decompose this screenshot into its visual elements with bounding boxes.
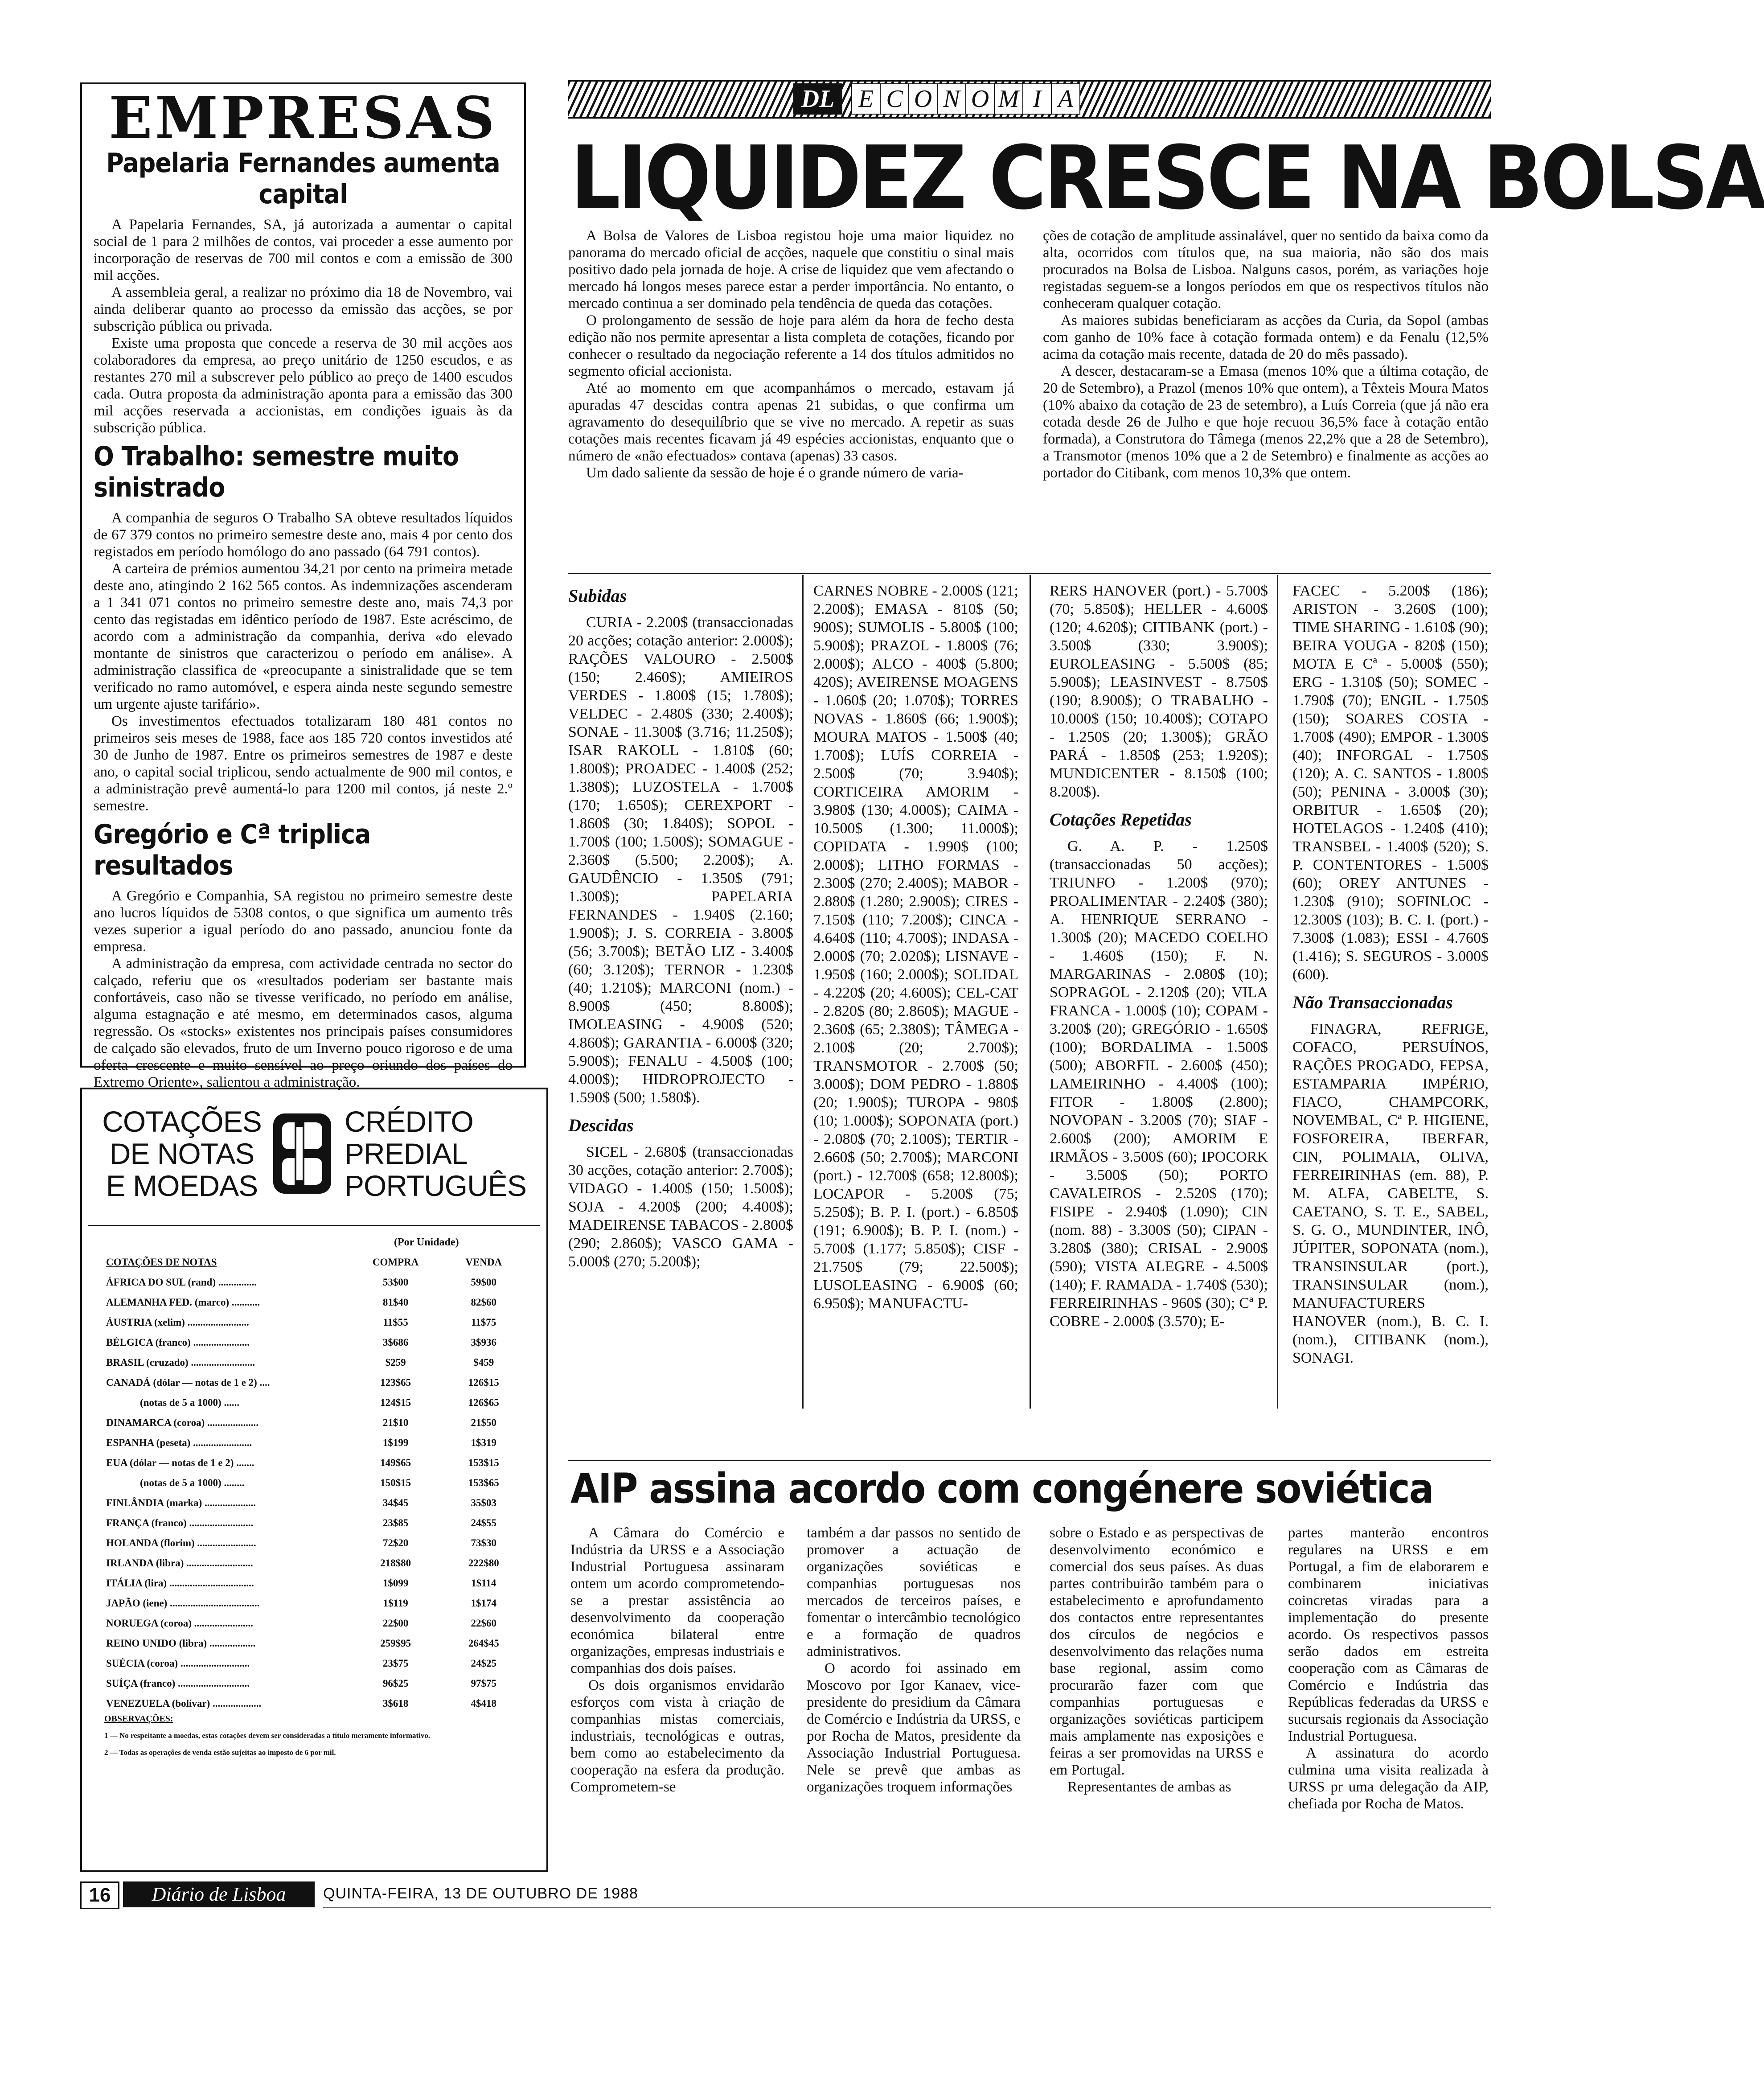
footer [80,1879,1491,1910]
rate-sell: 24$55 [471,1517,496,1528]
papelaria-p1: A Papelaria Fernandes, SA, já autorizada a aumentar o capital social de 1 para 2 milhões de contos, vai proceder a esse aumento por incorporação de reservas de 700 mil contos e com a emissão de 300 mil acções. [94,217,513,283]
rate-buy: 149$65 [380,1457,411,1468]
cotacoes-title-line2: DE NOTAS [109,1137,254,1170]
observacoes [104,1713,528,1758]
cotacoes-title-line3: E MOEDAS [106,1169,258,1202]
rate-sell: 1$319 [471,1437,496,1448]
economia-headline: LIQUIDEZ CRESCE NA BOLSA [570,127,1764,229]
nao-transaccionadas-list: FINAGRA, REFRIGE, COFACO, PERSUÍNOS, RAÇÕES PROGADO, FEPSA, ESTAMPARIA IMPÉRIO, FIACO, CHAMPCORK, NOVEMBAL, Cª P. HIGIENE, FOSFOREIRA, IBERFAR, CIN, POLIMAIA, OLIVA, FERREIRINHAS (em. 88), P. M. ALFA, CABELTE, S. CAETANO, S. T. E., SABEL, S. G. O., MUNDINTER, INÔ, JÚPITER, SOPONATA (nom.), TRANSINSULAR (port.), TRANSINSULAR (nom.), MANUFACTURERS HANOVER (nom.), B. C. I. (nom.), CITIBANK (nom.), SONAGI. [1292,1021,1489,1366]
aip-col-1 [570,1524,784,1795]
unit-note: (Por Unidade) [394,1236,459,1248]
rate-sell: 21$50 [471,1417,496,1428]
rule-2 [1030,575,1031,1409]
rate-currency: VENEZUELA (bolívar) ................... [106,1697,262,1709]
footer-rule [323,1907,1491,1908]
aip-col-2 [807,1524,1021,1795]
rate-sell: 24$25 [471,1657,496,1669]
aip-c2: também a dar passos no sentido de promover a actuação de organizações soviéticas e companhias portuguesas nos mercados de terceiros países, e fomentar o intercâmbio tecnológico e a formação de quadros administrativos. [807,1525,1021,1660]
rate-row [104,1292,528,1312]
aip-c4b: A assinatura do acordo culmina uma visita realizada à URSS pr uma delegação da AIP, chefiada por Rocha de Matos. [1288,1745,1489,1812]
rate-buy: 218$80 [380,1557,411,1569]
quotes-col-2 [813,582,1018,1313]
rates-header [104,1252,528,1272]
rate-sell: 1$174 [471,1597,496,1609]
rate-buy: 123$65 [380,1376,411,1388]
aip-col-3 [1050,1524,1264,1795]
rate-sell: 126$15 [468,1376,499,1388]
rate-sell: 59$00 [471,1276,496,1288]
rate-buy: 11$55 [383,1316,408,1328]
rate-currency: NORUEGA (coroa) ....................... [106,1617,253,1629]
rates-header-sell: VENDA [465,1256,502,1268]
rates-table [104,1252,528,1713]
cotacoes-banner [88,1096,540,1226]
rate-row [104,1352,528,1372]
subidas-heading: Subidas [568,586,627,606]
observacoes-head: OBSERVAÇÕES: [104,1714,173,1724]
rate-currency: SUÉCIA (coroa) ........................... [106,1657,250,1669]
credito-line1: CRÉDITO [345,1105,473,1138]
papelaria-headline: Papelaria Fernandes aumenta capital [106,148,500,210]
repetidas-heading: Cotações Repetidas [1050,809,1192,830]
rate-currency: DINAMARCA (coroa) .................... [106,1417,258,1428]
aip-c1: A Câmara do Comércio e Indústria da URSS e a Associação Industrial Portuguesa assinaram ontem um acordo comprometendo-se a prestar assistência ao desenvolvimento da cooperação económica bilateral entre organizações, empresas industriais e companhias dos dois países. [570,1525,784,1676]
rate-row [104,1272,528,1292]
rate-row [104,1573,528,1593]
rate-row [104,1453,528,1473]
economia-band [568,80,1491,119]
cotacoes-title-line1: COTAÇÕES [102,1105,262,1138]
quotes-col4-list-a: FACEC - 5.200$ (186); ARISTON - 3.260$ (100); TIME SHARING - 1.610$ (90); BEIRA VOUGA - 820$ (150); MOTA E Cª - 5.000$ (550); ERG - 1.310$ (50); SOMEC - 1.790$ (70); ENGIL - 1.750$ (150); SOARES COSTA - 1.700$ (490); EMPOR - 1.300$ (40); INFORGAL - 1.750$ (120); A. C. SANTOS - 1.800$ (50); PENINA - 3.000$ (30); ORBITUR - 1.650$ (20); HOTELAGOS - 1.240$ (410); TRANSBEL - 1.400$ (520); S. P. CONTENTORES - 1.500$ (60); OREY ANTUNES - 1.230$ (910); SOFINLOC - 12.300$ (103); B. C. I. (port.) - 7.300$ (1.083); ESSI - 4.760$ (1.416); S. SEGUROS - 3.000$ (600). [1292,583,1489,983]
economia-letter: M [994,83,1023,115]
rate-currency: (notas de 5 a 1000) ...... [140,1397,239,1408]
gregorio-p2: A administração da empresa, com actividade centrada no sector do calçado, referiu que os «resultados poderiam ser bastante mais confortáveis, caso não se tivesse verificado, no período em análise, alguma estagnação e até mesmo, em determinados casos, alguma regressão. Os «stocks» existentes nos principais países consumidores de calçado são elevados, fruto de um Inverno pouco rigoroso e de uma oferta crescente e muito sensível ao preço oriundo dos países do Extremo Oriente», salientou a administração. [94,956,513,1090]
credito-predial-logo-icon [269,1109,336,1198]
empresas-title: EMPRESAS [109,85,497,152]
economia-label [851,83,1079,115]
economia-letter: O [965,83,995,115]
rate-currency: SUÍÇA (franco) ............................ [106,1677,250,1689]
rate-buy: 22$00 [382,1617,409,1629]
rate-buy: 34$45 [382,1497,409,1508]
rate-currency: JAPÃO (iene) ................................... [106,1597,260,1609]
rate-sell: 3$936 [471,1336,496,1348]
rates-header-buy: COMPRA [372,1256,419,1268]
observacao-2: 2 — Todas as operações de venda estão sujeitas ao imposto de 6 por mil. [104,1748,336,1757]
rate-currency: BRASIL (cruzado) ......................... [106,1356,255,1368]
aip-top-rule [568,1460,1491,1461]
credito-line2: PREDIAL [345,1137,468,1170]
rate-row [104,1332,528,1352]
rate-buy: 53$00 [382,1276,409,1288]
gregorio-p1: A Gregório e Companhia, SA registou no primeiro semestre deste ano lucros líquidos de 5308 contos, o que significa um aumento três vezes superior a igual período do ano passado, anunciou fonte da empresa. [94,888,513,955]
rate-sell: 22$60 [471,1617,496,1629]
rate-currency: ITÁLIA (lira) ................................. [106,1577,254,1589]
rate-buy: 259$95 [380,1637,411,1649]
aip-c3b: Representantes de ambas as [1067,1779,1231,1795]
credito-predial-title [345,1105,532,1202]
rate-currency: EUA (dólar — notas de 1 e 2) ....... [106,1457,254,1468]
rate-sell: 4$418 [471,1697,496,1709]
rule-3 [1277,575,1278,1409]
trabalho-p2: A carteira de prémios aumentou 34,21 por cento na primeira metade deste ano, atingindo 2 162 565 contos. As indemnizações ascenderam a 1 341 071 contos no primeiro semestre deste ano, mais 74,3 por cento das registadas em idêntico período de 1987. Este acréscimo, de acordo com a administração da companhia, deriva «do elevado montante de sinistros que caracterizou o período em análise». A administração classifica de «preocupante a sinistralidade que se tem verificado no ramo automóvel, e espera ainda neste segundo semestre um urgente ajuste tarifário». [94,561,513,712]
rate-currency: FRANÇA (franco) ......................... [106,1517,254,1528]
aip-col-4 [1288,1524,1489,1812]
rate-currency: BÉLGICA (franco) ...................... [106,1336,250,1348]
trabalho-p3: Os investimentos efectuados totalizaram 180 481 contos no primeiros seis meses de 1988, face aos 185 720 contos investidos até 30 de Junho de 1987. Entre os primeiros semestres de 1987 e deste ano, o capital social triplicou, sendo actualmente de 900 mil contos, e a administração prevê aumentá-lo para 1200 mil contos, já neste 2.º semestre. [94,713,513,814]
quotes-col-1 [568,577,793,1271]
papelaria-p2: A assembleia geral, a realizar no próximo dia 18 de Novembro, vai ainda deliberar quanto ao processo da emissão das acções, se por subscrição pública ou privada. [94,284,513,334]
lead-left-p1: A Bolsa de Valores de Lisboa registou hoje uma maior liquidez no panorama do mercado oficial de acções, naquele que constitiu o sinal mais positivo dado pela jornada de hoje. A crise de liquidez que vem afectando o mercado há longos meses parece estar a perder importância. No entanto, o mercado continua a ser dominado pela tendência de queda das cotações. [568,228,1014,312]
trabalho-p1: A companhia de seguros O Trabalho SA obteve resultados líquidos de 67 379 contos no primeiro semestre deste ano, mais 4 por cento dos registados em período homólogo do ano passado (64 791 contos). [94,510,513,560]
rate-row [104,1372,528,1393]
papelaria-p3: Existe uma proposta que concede a reserva de 30 mil acções aos colaboradores da empresa, ao preço unitário de 1250 escudos, e as restantes 270 mil a subscrever pelo público ao preço de 1400 escudos cada. Outra proposta da administração aponta para a emissão das 300 mil acções reservada a accionistas, em condições iguais às da subscrição pública. [94,335,513,436]
cotacoes-box [80,1088,548,1872]
rate-row [104,1653,528,1673]
rate-row [104,1312,528,1332]
aip-c4: partes manterão encontros regulares na URSS e em Portugal, a fim de elaborarem e combinarem iniciativas coincretas viradas para a implementação do presente acordo. Os respectivos passos serão dados em estreita cooperação com as Câmaras de Comércio e Indústria das Repúblicas federadas da URSS e sucursais regionais da Associação Industrial Portuguesa. [1288,1525,1489,1744]
rate-currency: CANADÁ (dólar — notas de 1 e 2) .... [106,1376,270,1388]
rate-sell: 35$03 [471,1497,496,1508]
aip-c3: sobre o Estado e as perspectivas de desenvolvimento económico e comercial dos seus países. As duas partes contribuirão também para o estabelecimento e aprofundamento dos contactos entre representantes dos círculos de negócios e desenvolvimento das relações numa base regional, assim como procurarão fazer com que companhias portuguesas e organizações soviéticas participem mais amplamente nas exposições e feiras a ser promovidas na URSS e em Portugal. [1050,1525,1264,1778]
lead-right-p3: A descer, destacaram-se a Emasa (menos 10% que a última cotação, de 20 de Setembro), a Prazol (menos 10% que ontem), a Têxteis Moura Matos (10% abaixo da cotação de 23 de setembro), a Luís Correia (que já não era cotada desde 26 de Julho e que hoje recuou 36,5% face à cotação então formada), a Construtora do Tâmega (menos 22,2% que a 28 de Setembro), a Transmotor (menos 10% que a 2 de Setembro) e finalmente as acções ao portador do Citibank, com menos 10,3% que ontem. [1043,363,1489,481]
rate-currency: ÁFRICA DO SUL (rand) ............... [106,1276,257,1288]
rate-currency: IRLANDA (libra) .......................... [106,1557,253,1569]
rate-currency: ÁUSTRIA (xelim) ........................ [106,1316,249,1328]
rate-buy: 23$75 [382,1657,409,1669]
lead-right-p1: ções de cotação de amplitude assinalável, quer no sentido da baixa como da alta, ocorridos com títulos que, na sua maioria, não são dos mais procurados na Bolsa de Lisboa. Nalguns casos, porém, as variações hoje registadas seguem-se a longos períodos em que os respectivos títulos não conheceram qualquer cotação. [1043,228,1489,312]
rate-sell: 73$30 [471,1537,496,1549]
lead-left-p3: Até ao momento em que acompanhámos o mercado, estavam já apuradas 47 descidas contra apenas 21 subidas, o que confirma um agravamento do desequilíbrio que se vive no mercado. A repetir as suas cotações mais recentes ficavam já 49 espécies accionistas, enquanto que o número de «não efectuados» contava (apenas) 33 casos. [568,380,1014,464]
rate-buy: 1$199 [382,1437,409,1448]
rate-row [104,1693,528,1713]
rate-currency: ESPANHA (peseta) ....................... [106,1437,252,1448]
economia-letter: O [908,83,938,115]
newspaper-name: Diário de Lisboa [123,1881,315,1907]
rate-row [104,1553,528,1573]
rate-buy: 21$10 [382,1417,409,1428]
rate-sell: 1$114 [471,1577,496,1589]
rate-buy: 150$15 [380,1477,411,1488]
quotes-col-4 [1292,582,1489,1367]
descidas-heading: Descidas [568,1115,634,1135]
aip-c2b: O acordo foi assinado em Moscovo por Igor Kanaev, vice-presidente do presidium da Câmara de Comércio e Indústria da URSS, e por Rocha de Matos, presidente da Associação Industrial Portuguesa. Nele se prevê que ambas as organizações troquem informações [807,1660,1021,1795]
rate-buy: 124$15 [380,1397,411,1408]
aip-headline: AIP assina acordo com congénere soviética [570,1465,1433,1512]
gregorio-headline: Gregório e Cª triplica resultados [94,819,371,881]
rate-buy: 1$119 [383,1597,408,1609]
page-number: 16 [80,1881,119,1909]
economia-letter: E [851,83,881,115]
rate-sell: 222$80 [468,1557,499,1569]
rate-sell: $459 [473,1356,494,1368]
dl-logo: DL [793,83,842,115]
lead-right-p2: As maiores subidas beneficiaram as acções da Curia, da Sopol (ambas com ganho de 10% face à cotação formada ontem) e da Fenalu (12,5% acima da cotação mais recente, datada de 20 do mês passado). [1043,312,1489,362]
quotes-top-rule [568,573,1491,574]
lead-left-p4: Um dado saliente da sessão de hoje é o grande número de varia- [586,465,964,481]
rate-sell: 82$60 [471,1296,496,1308]
rate-row [104,1493,528,1513]
cotacoes-title [97,1105,267,1202]
economia-letter: I [1022,83,1052,115]
rate-currency: ALEMANHA FED. (marco) ........... [106,1296,260,1308]
quotes-col2-list: CARNES NOBRE - 2.000$ (121; 2.200$); EMASA - 810$ (50; 900$); SUMOLIS - 5.800$ (100; 5.900$); PRAZOL - 1.800$ (76; 2.000$); ALCO - 400$ (5.800; 420$); AVEIRENSE MOAGENS - 1.060$ (20; 1.070$); TORRES NOVAS - 1.860$ (66; 1.900$); MOURA MATOS - 1.500$ (40; 1.700$); LUÍS CORREIA - 2.500$ (70; 3.940$); CORTICEIRA AMORIM - 3.980$ (130; 4.000$); CAIMA - 10.500$ (1.300; 11.000$); COPIDATA - 1.990$ (100; 2.000$); LITHO FORMAS - 2.300$ (270; 2.400$); MABOR - 2.880$ (1.280; 2.900$); CIRES - 7.150$ (110; 7.200$); CINCA - 4.640$ (110; 4.700$); INDASA - 2.000$ (70; 2.020$); LISNAVE - 1.950$ (160; 2.000$); SOLIDAL - 4.220$ (20; 4.600$); CEL-CAT - 2.820$ (80; 2.860$); MAGUE - 2.360$ (65; 2.380$); TÂMEGA - 2.100$ (20; 2.700$); TRANSMOTOR - 2.700$ (50; 3.000$); DOM PEDRO - 1.880$ (20; 1.900$); TUROPA - 980$ (10; 1.000$); SOPONATA (port.) - 2.080$ (70; 2.100$); TERTIR - 2.660$ (50; 2.700$); MARCONI (port.) - 12.700$ (658; 12.800$); LOCAPOR - 5.200$ (75; 5.250$); B. P. I. (port.) - 6.850$ (191; 6.900$); B. P. I. (nom.) - 5.700$ (1.177; 5.850$); CISF - 21.750$ (79; 22.500$); LUSOLEASING - 6.900$ (60; 6.950$); MANUFACTU- [813,583,1018,1312]
credito-line3: PORTUGUÊS [345,1169,526,1202]
quotes-col3-list-a: RERS HANOVER (port.) - 5.700$ (70; 5.850$); HELLER - 4.600$ (120; 4.620$); CITIBANK (port.) - 3.500$ (330; 3.900$); EUROLEASING - 5.500$ (85; 5.900$); LEASINVEST - 8.750$ (190; 8.900$); O TRABALHO - 10.000$ (150; 10.400$); COTAPO - 1.250$ (20; 1.300$); GRÃO PARÁ - 1.850$ (253; 1.920$); MUNDICENTER - 8.150$ (100; 8.200$). [1050,583,1268,800]
rate-sell: 97$75 [471,1677,496,1689]
rate-buy: 1$099 [382,1577,409,1589]
rate-currency: REINO UNIDO (libra) .................. [106,1637,256,1649]
rate-row [104,1613,528,1633]
rate-row [104,1533,528,1553]
rate-currency: HOLANDA (florim) ....................... [106,1537,256,1549]
rate-sell: 264$45 [468,1637,499,1649]
rate-sell: 153$65 [468,1477,499,1488]
issue-date: QUINTA-FEIRA, 13 DE OUTUBRO DE 1988 [323,1885,638,1902]
quotes-col-3 [1050,582,1268,1331]
rate-row [104,1473,528,1493]
rate-row [104,1633,528,1653]
rate-buy: 23$85 [382,1517,409,1528]
rate-row [104,1393,528,1413]
economia-letter: C [880,83,909,115]
rate-row [104,1413,528,1433]
trabalho-headline: O Trabalho: semestre muito sinistrado [94,441,459,503]
lead-left-p2: O prolongamento de sessão de hoje para além da hora de fecho desta edição não nos permite apresentar a lista completa de cotações, ficando por conhecer o resultado da negociação referente a 14 dos títulos admitidos no segmento oficial accionista. [568,312,1014,379]
rate-row [104,1673,528,1693]
subidas-list: CURIA - 2.200$ (transaccionadas 20 acções; cotação anterior: 2.000$); RAÇÕES VALOURO - 2.500$ (150; 2.460$); AMIEIROS VERDES - 1.800$ (15; 1.780$); VELDEC - 2.480$ (330; 2.400$); SONAE - 11.300$ (3.716; 11.250$); ISAR RAKOLL - 1.810$ (60; 1.800$); PROADEC - 1.400$ (252; 1.380$); LUZOSTELA - 1.700$ (170; 1.650$); CEREXPORT - 1.860$ (30; 1.840$); SOPOL - 1.700$ (100; 1.500$); SOMAGUE - 2.360$ (5.500; 2.200$); A. GAUDÊNCIO - 1.350$ (791; 1.300$); PAPELARIA FERNANDES - 1.940$ (2.160; 1.900$); J. S. CORREIA - 3.800$ (56; 3.700$); BETÃO LIZ - 3.400$ (60; 3.120$); TERNOR - 1.230$ (40; 1.210$); MARCONI (nom.) - 8.900$ (450; 8.800$); IMOLEASING - 4.900$ (520; 4.860$); GARANTIA - 6.000$ (320; 5.900$); FENALU - 4.500$ (100; 4.000$); HIDROPROJECTO - 1.590$ (500; 1.580$). [568,614,793,1106]
nao-transaccionadas-heading: Não Transaccionadas [1292,992,1453,1012]
rate-currency: FINLÂNDIA (marka) .................... [106,1497,256,1508]
rate-sell: 126$65 [468,1397,499,1408]
rate-buy: 81$40 [382,1296,409,1308]
rate-row [104,1593,528,1613]
rate-buy: 3$618 [382,1697,409,1709]
descidas-list: SICEL - 2.680$ (transaccionadas 30 acções, cotação anterior: 2.700$); VIDAGO - 1.400$ (150; 1.500$); SOJA - 4.200$ (200; 4.400$); MADEIRENSE TABACOS - 2.800$ (290; 2.860$); VASCO GAMA - 5.000$ (270; 5.200$); [568,1144,793,1270]
rate-buy: $259 [385,1356,406,1368]
lead-left [568,227,1014,481]
repetidas-list: G. A. P. - 1.250$ (transaccionadas 50 acções); TRIUNFO - 1.200$ (970); PROALIMENTAR - 2.240$ (380); A. HENRIQUE SERRANO - 1.300$ (20); MACEDO COELHO - 1.460$ (150); F. N. MARGARINAS - 2.080$ (10); SOPRAGOL - 2.120$ (20); VILA FRANCA - 1.000$ (10); COPAM - 3.200$ (20); GREGÓRIO - 1.650$ (100); BORDALIMA - 1.500$ (500); ABORFIL - 2.600$ (450); LAMEIRINHO - 4.400$ (100); FITOR - 1.800$ (2.800); NOVOPAN - 3.200$ (70); SIAF - 2.600$ (200); AMORIM E IRMÃOS - 3.500$ (60); IPOCORK - 3.500$ (50); PORTO CAVALEIROS - 2.520$ (170); FISIPE - 2.940$ (1.090); CIN (nom. 88) - 3.300$ (50); CIPAN - 3.280$ (380); CRISAL - 2.900$ (590); VISTA ALEGRE - 4.500$ (140); F. RAMADA - 1.740$ (530); FERREIRINHAS - 960$ (30); Cª P. COBRE - 2.000$ (3.570); E- [1050,838,1268,1330]
rate-sell: 11$75 [471,1316,496,1328]
economia-letter: A [1051,83,1080,115]
observacao-1: 1 — No respeitante a moedas, estas cotações devem ser consideradas a título meramente informativo. [104,1731,431,1740]
empresas-box [80,82,526,1090]
rate-row [104,1513,528,1533]
rates-header-name: COTAÇÕES DE NOTAS [106,1256,217,1268]
rate-sell: 153$15 [468,1457,499,1468]
rate-currency: (notas de 5 a 1000) ........ [140,1477,245,1488]
rate-buy: 96$25 [382,1677,409,1689]
rate-buy: 3$686 [382,1336,409,1348]
aip-c1b: Os dois organismos envidarão esforços com vista à criação de companhias mistas comerciais, industriais, tecnológicas e outras, bem como ao estabelecimento da cooperação na esfera da produção. Comprometem-se [570,1677,784,1795]
rate-row [104,1433,528,1453]
lead-right [1043,227,1489,481]
rule-1 [802,575,804,1409]
rate-buy: 72$20 [382,1537,409,1549]
economia-letter: N [937,83,966,115]
